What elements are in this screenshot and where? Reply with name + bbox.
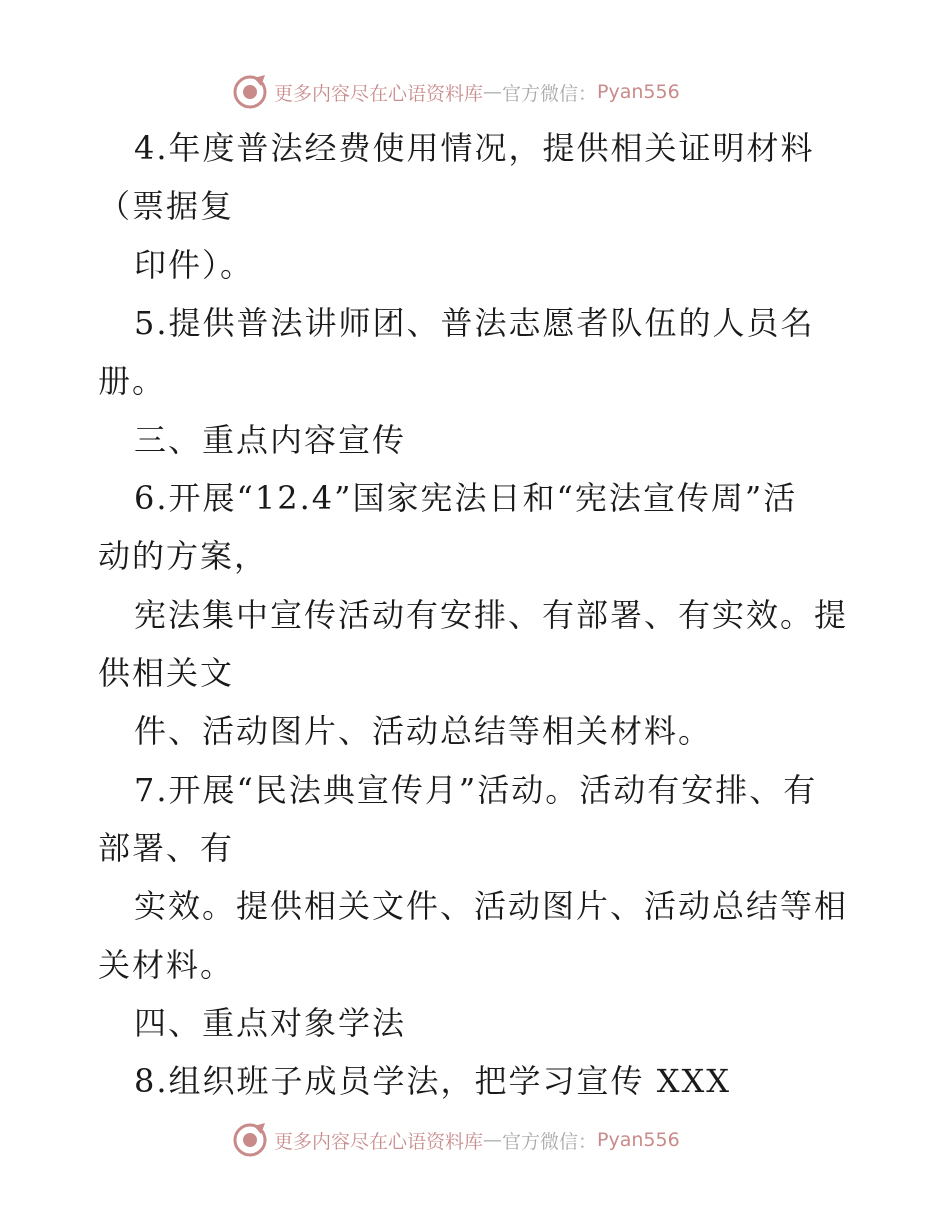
watermark-separator: — [483,1129,503,1151]
section-heading: 四、重点对象学法 [134,1004,407,1042]
watermark-text: 更多内容尽在心语资料库 [274,1130,484,1153]
body-line: 5.提供普法讲师团、普法志愿者队伍的人员名 [134,304,815,342]
body-line: 宪法集中宣传活动有安排、有部署、有实效。提 [134,596,849,634]
body-line: 实效。提供相关文件、活动图片、活动总结等相 [134,887,849,925]
watermark-wechat-label: 官方微信： [502,82,598,105]
body-line: 供相关文 [98,654,235,692]
body-line: 部署、有 [98,829,235,867]
body-line: 8.组织班子成员学法，把学习宣传 XXX [134,1062,732,1100]
header-watermark [232,72,680,112]
body-line: 关材料。 [98,946,235,984]
body-line: 件、活动图片、活动总结等相关材料。 [134,712,713,750]
footer-watermark [232,1120,680,1160]
watermark-wechat-label: 官方微信： [502,1130,598,1153]
body-line: 册。 [98,362,167,400]
watermark-wechat-id: Pyan556 [597,81,680,103]
brand-logo-icon [232,74,268,110]
body-line: 6.开展“12.4”国家宪法日和“宪法宣传周”活 [134,479,798,517]
brand-logo-icon [232,1122,268,1158]
body-line: 动的方案， [98,537,269,575]
section-heading: 三、重点内容宣传 [134,421,407,459]
body-line: 7.开展“民法典宣传月”活动。活动有安排、有 [134,771,818,809]
watermark-wechat-id: Pyan556 [597,1129,680,1151]
watermark-separator: — [483,81,503,103]
body-line: 印件）。 [134,246,255,284]
watermark-text: 更多内容尽在心语资料库 [274,82,484,105]
body-line: （票据复 [98,187,235,225]
body-line: 4.年度普法经费使用情况，提供相关证明材料 [134,129,815,167]
